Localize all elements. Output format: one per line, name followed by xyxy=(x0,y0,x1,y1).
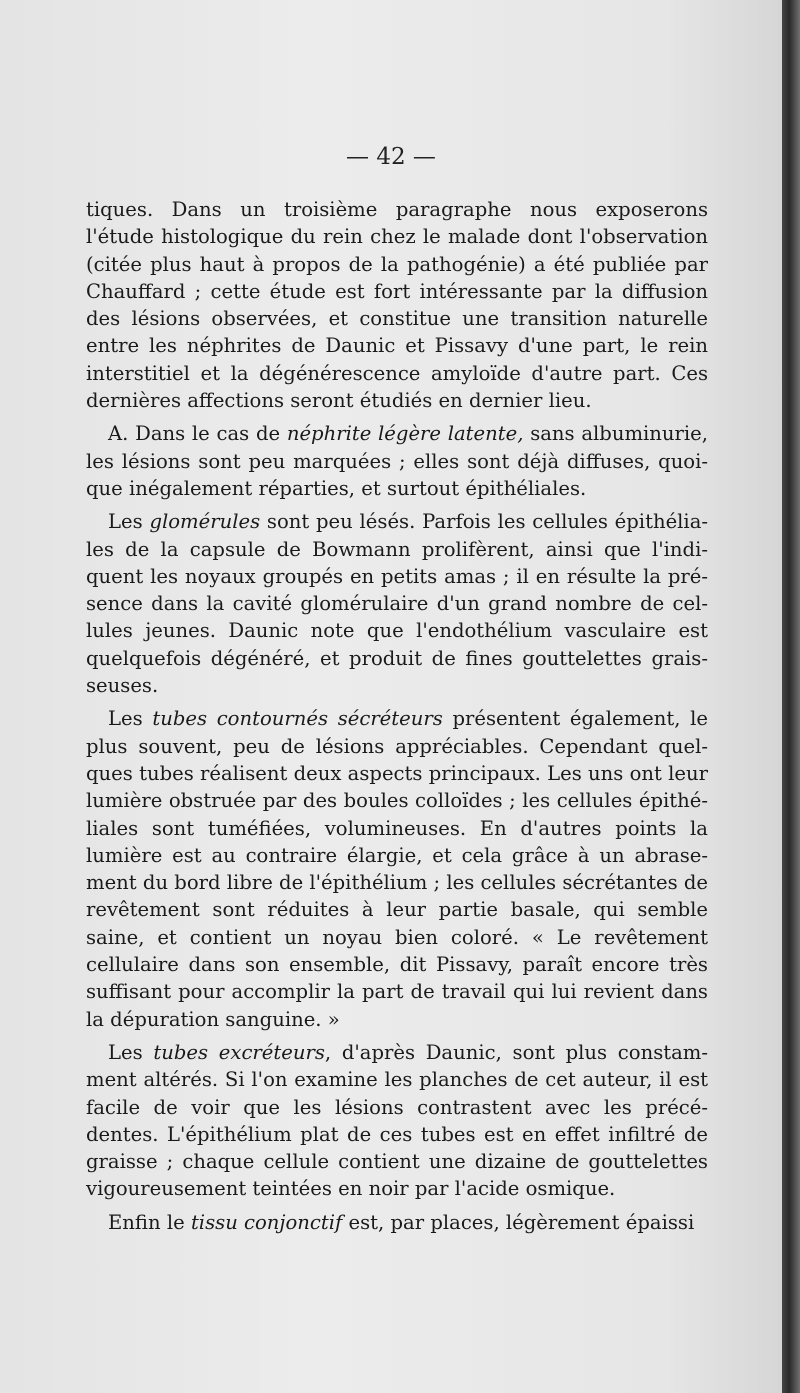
italic-term: tissu conjonctif xyxy=(190,1210,343,1234)
paragraph-tissu-conjonctif: Enfin le tissu conjonctif est, par places, légèrement épaissi xyxy=(108,1210,695,1234)
paragraph-tubes-excreteurs: Les tubes excréteurs, d'après Daunic, sont plus constamment altérés. Si l'on examine les planches de cet auteur, il est facile de voir que les lésions contrastent avec les précédentes. L'épithélium plat de ces tubes est en effet infiltré de graisse ; chaque cellule contient une dizaine de gouttelettes vigoureusement teintées en noir par l'acide osmique. xyxy=(86,1040,709,1201)
page-edge-shadow xyxy=(782,0,800,1393)
italic-term: glomérules xyxy=(149,510,261,534)
italic-term: tubes contournés sécréteurs xyxy=(152,707,443,731)
page-number: — 42 — xyxy=(346,144,436,170)
paragraph-nephrite-legere: A. Dans le cas de néphrite légère latente, sans albuminurie, les lésions sont peu marquées ; elles sont déjà diffuses, quoique inégalement réparties, et surtout épithéliales. xyxy=(86,422,708,500)
paragraph-intro: tiques. Dans un troisième paragraphe nous exposerons l'étude histologique du rein chez le malade dont l'observation (citée plus haut à propos de la pathogénie) a été publiée par Chauffard ; cette étude est fort intéressante par la diffusion des lésions observées, et constitue une transition naturelle entre les néphrites de Daunic et Pissavy d'une part, le rein interstitiel et la dégénérescence amyloïde d'autre part. Ces dernières affections seront étudiés en dernier lieu. xyxy=(86,198,708,413)
italic-term: tubes excréteurs xyxy=(153,1040,325,1064)
paragraph-glomerules: Les glomérules sont peu lésés. Parfois les cellules épithéliales de la capsule de Bowmann prolifèrent, ainsi que l'indiquent les noyaux groupés en petits amas ; il en résulte la présence dans la cavité glomérulaire d'un grand nombre de cellules jeunes. Daunic note que l'endothélium vasculaire est quelquefois dégénéré, et produit de fines gouttelettes graisseuses. xyxy=(86,510,709,698)
body-text xyxy=(86,196,708,1242)
italic-term: néphrite légère latente, xyxy=(286,422,524,446)
paragraph-tubes-contournes: Les tubes contournés sécréteurs présentent également, le plus souvent, peu de lésions appréciables. Cependant quelques tubes réalisent deux aspects principaux. Les uns ont leur lumière obstruée par des boules colloïdes ; les cellules épithéliales sont tuméfiées, volumineuses. En d'autres points la lumière est au contraire élargie, et cela grâce à un abrasement du bord libre de l'épithélium ; les cellules sécrétantes de revêtement sont réduites à leur partie basale, qui semble saine, et contient un noyau bien coloré. « Le revêtement cellulaire dans son ensemble, dit Pissavy, paraît encore très suffisant pour accomplir la part de travail qui lui revient dans la dépuration sanguine. » xyxy=(86,707,708,1031)
